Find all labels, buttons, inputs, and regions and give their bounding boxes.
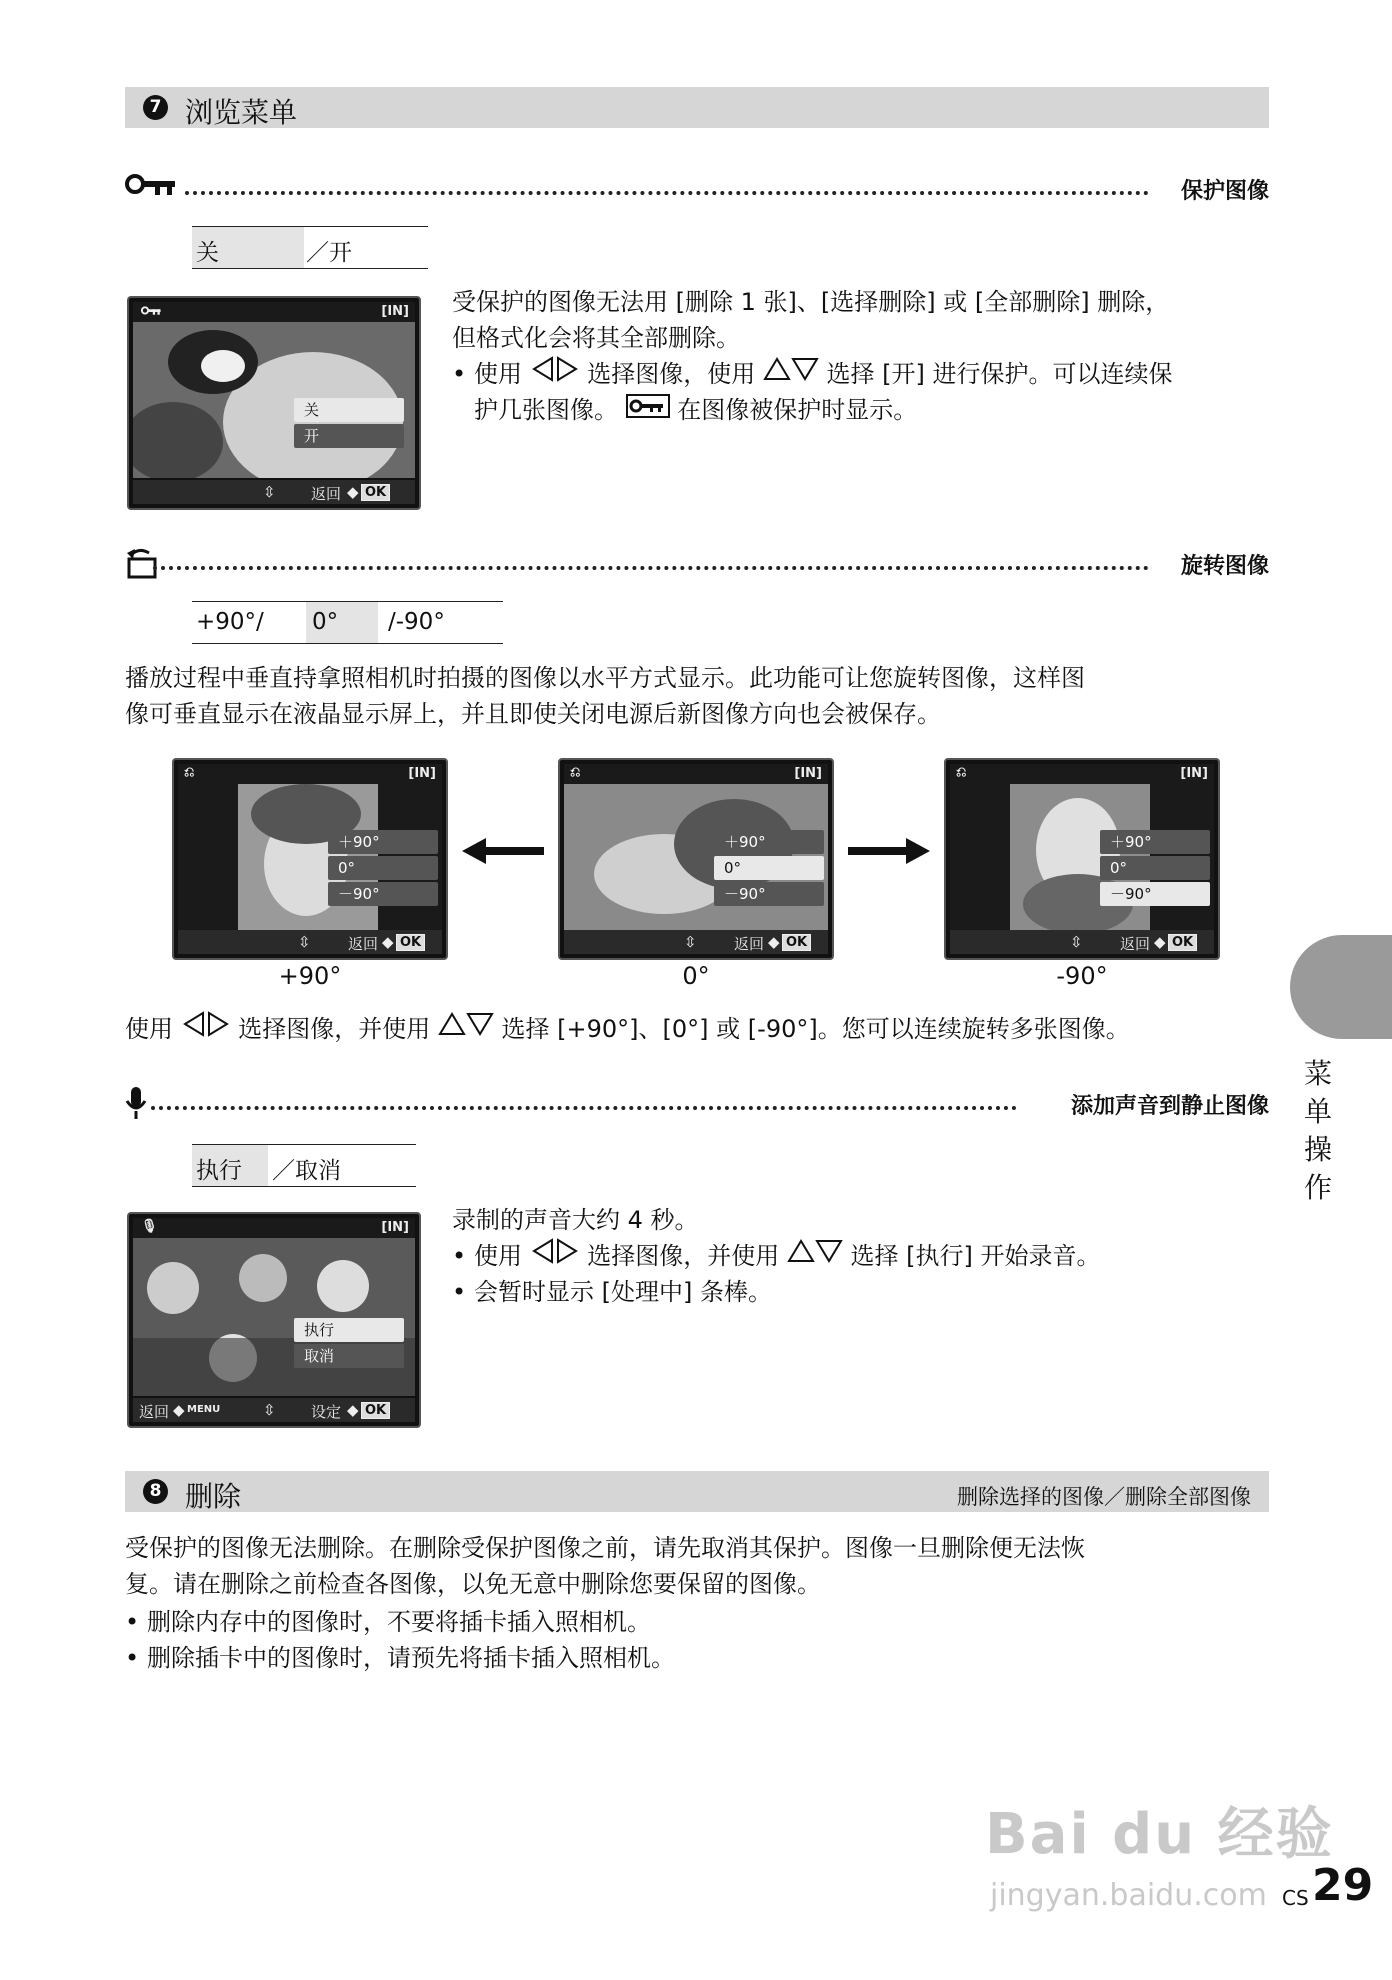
left-right-arrows-icon <box>530 356 580 382</box>
footer-lang: CS <box>1282 1886 1309 1910</box>
menu-item-execute[interactable]: 执行 <box>294 1318 404 1342</box>
delete-desc: 受保护的图像无法删除。在删除受保护图像之前，请先取消其保护。图像一旦删除便无法恢 复。请在删除之前检查各图像，以免无意中删除您要保留的图像。 <box>125 1534 1085 1598</box>
caption-0: 0° <box>682 962 710 990</box>
memory-badge: [IN] <box>381 304 409 319</box>
option-execute: 执行 <box>196 1158 242 1184</box>
key-icon <box>125 170 181 206</box>
option-cancel: ／取消 <box>272 1158 341 1184</box>
option-off: 关 <box>196 240 219 266</box>
section-number: 7 <box>143 95 168 120</box>
rotate-icon <box>125 545 181 581</box>
sound-desc: 录制的声音大约 4 秒。 <box>452 1206 699 1234</box>
rotate-label: 旋转图像 <box>1180 554 1269 579</box>
key-icon <box>137 305 167 319</box>
delete-bullet-1: • 删除内存中的图像时，不要将插卡插入照相机。 <box>125 1604 1297 1640</box>
sound-options <box>192 1144 416 1187</box>
group-photo <box>133 1238 415 1396</box>
protect-screen: [IN] 关 开 ⇳ 返回 ◆ OK <box>127 296 421 510</box>
up-down-arrows-icon <box>763 356 819 382</box>
ok-button[interactable]: OK <box>782 934 811 951</box>
menu-item-plus90[interactable]: ＋90° <box>1100 830 1210 854</box>
menu-item-minus90[interactable]: －90° <box>328 882 438 906</box>
updown-icon: ⇳ <box>263 483 276 501</box>
rotate-note: 使用 选择图像，并使用 选择 [+90°]、[0°] 或 [-90°]。您可以连续旋转多张图像。 <box>125 1011 1275 1047</box>
sound-label: 添加声音到静止图像 <box>1070 1094 1269 1119</box>
watermark-brand: Bai du 经验 <box>985 1802 1334 1867</box>
sound-heading <box>125 1085 1269 1125</box>
side-tab <box>1290 935 1392 1039</box>
section-number: 8 <box>143 1479 168 1504</box>
option-0: 0° <box>312 609 339 635</box>
protect-options <box>192 226 428 269</box>
rotate-options <box>192 601 503 644</box>
ok-button[interactable]: OK <box>361 1402 390 1419</box>
watermark-url: jingyan.baidu.com <box>990 1878 1267 1913</box>
protect-desc: 受保护的图像无法用 [删除 1 张]、[选择删除] 或 [全部删除] 删除， 但格式化会将其全部删除。 <box>452 288 1170 352</box>
arrow-left-icon <box>462 836 546 866</box>
menu-item-minus90[interactable]: －90° <box>714 882 824 906</box>
menu-item-plus90[interactable]: ＋90° <box>328 830 438 854</box>
menu-item-on[interactable]: 开 <box>294 424 404 448</box>
protect-heading <box>125 170 1269 210</box>
section-header-browse <box>125 87 1269 128</box>
rotate-screen-minus90: ⎌ [IN] ＋90° 0° －90° ⇳ 返回 ◆ OK <box>944 758 1220 960</box>
option-on: ／开 <box>306 240 352 266</box>
caption-plus90: +90° <box>278 962 342 990</box>
sound-screen: 🎙 [IN] 执行 取消 返回 ◆ MENU ⇳ 设定 ◆ OK <box>127 1212 421 1428</box>
rotate-icon: ⎌ <box>956 765 967 780</box>
left-right-arrows-icon <box>181 1011 231 1037</box>
microphone-icon: 🎙 <box>141 1219 158 1234</box>
rotate-heading <box>125 545 1269 585</box>
back-label: 返回 <box>311 485 342 503</box>
ok-button[interactable]: OK <box>1168 934 1197 951</box>
section-header-delete <box>125 1471 1269 1512</box>
sound-bullet-1: • 使用 选择图像，并使用 选择 [执行] 开始录音。 <box>452 1238 1294 1274</box>
sound-bullet-2: • 会暂时显示 [处理中] 条棒。 <box>452 1274 1294 1310</box>
delete-bullet-2: • 删除插卡中的图像时，请预先将插卡插入照相机。 <box>125 1640 1297 1676</box>
side-tab-label: 菜单操作 <box>1303 1057 1332 1204</box>
rotate-screen-0: ⎌ [IN] ＋90° 0° －90° ⇳ 返回 ◆ OK <box>558 758 834 960</box>
menu-item-off[interactable]: 关 <box>294 398 404 422</box>
menu-item-cancel[interactable]: 取消 <box>294 1344 404 1368</box>
rotate-icon: ⎌ <box>184 765 195 780</box>
protect-bullet: • 使用 选择图像，使用 选择 [开] 进行保护。可以连续保 护几张图像。 在图像被保护时显示。 <box>452 356 1294 428</box>
up-down-arrows-icon <box>787 1238 843 1264</box>
ok-button[interactable]: OK <box>361 484 390 501</box>
protect-key-badge-icon <box>626 394 670 418</box>
arrow-right-icon <box>846 836 930 866</box>
up-down-arrows-icon <box>438 1011 494 1037</box>
section-title: 删除 <box>185 1480 242 1513</box>
section-right-label: 删除选择的图像／删除全部图像 <box>957 1485 1251 1509</box>
menu-key[interactable]: MENU <box>187 1404 221 1415</box>
menu-item-0[interactable]: 0° <box>1100 856 1210 880</box>
menu-item-0[interactable]: 0° <box>328 856 438 880</box>
section-title: 浏览菜单 <box>185 96 298 129</box>
ok-button[interactable]: OK <box>396 934 425 951</box>
rotate-icon: ⎌ <box>570 765 581 780</box>
left-right-arrows-icon <box>530 1238 580 1264</box>
rotate-screen-plus90: ⎌ [IN] ＋90° 0° －90° ⇳ 返回 ◆ OK <box>172 758 448 960</box>
microphone-icon <box>125 1085 181 1121</box>
menu-item-minus90[interactable]: －90° <box>1100 882 1210 906</box>
protect-label: 保护图像 <box>1180 179 1269 204</box>
caption-minus90: -90° <box>1056 962 1108 990</box>
page-number: 29 <box>1312 1860 1374 1911</box>
menu-item-0[interactable]: 0° <box>714 856 824 880</box>
rotate-desc: 播放过程中垂直持拿照相机时拍摄的图像以水平方式显示。此功能可让您旋转图像，这样图 像可垂直显示在液晶显示屏上，并且即使关闭电源后新图像方向也会被保存。 <box>125 664 1085 728</box>
menu-item-plus90[interactable]: ＋90° <box>714 830 824 854</box>
option-minus90: /-90° <box>388 609 445 635</box>
option-plus90: +90°/ <box>196 609 264 635</box>
